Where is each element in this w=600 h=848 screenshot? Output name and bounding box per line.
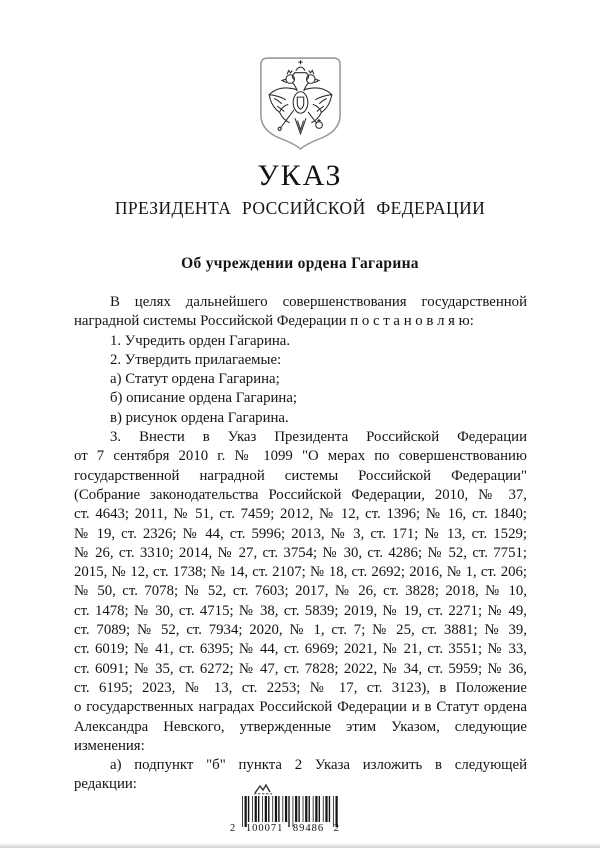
document-line: в) рисунок ордена Гагарина. [110,409,289,426]
barcode-digit-check: 2 [333,823,340,834]
document-line: ст. 4643; 2011, № 51, ст. 7459; 2012, № 12, ст. 1396; № 16, ст. 1840; [74,506,527,523]
document-line: б) описание ордена Гагарина; [110,390,297,407]
document-line: Александра Невского, утвержденные этим Указом, следующие [74,718,527,735]
document-line: ст. 6091; № 35, ст. 6272; № 47, ст. 7828; 2022, № 34, ст. 5959; № 36, [74,660,527,677]
print-control-mark-icon [252,783,274,795]
document-line: № 26, ст. 3310; 2014, № 27, ст. 3754; № 30, ст. 4286; № 52, ст. 7751; [74,544,527,561]
document-line: редакции: [74,776,137,793]
document-line: изменения: [74,737,145,754]
document-line: № 50, ст. 7078; № 52, ст. 7603; 2017, № 26, ст. 3828; 2018, № 10, [74,583,527,600]
document-line: наградной системы Российской Федерации п о с т а н о в л я ю: [74,313,474,330]
document-line: о государственных наградах Российской Федерации и в Статут ордена [74,699,527,716]
decree-title: УКАЗ [257,159,343,192]
coat-of-arms-icon [258,54,343,152]
document-line: № 19, ст. 2326; № 44, ст. 5996; 2013, № 3, ст. 171; № 13, ст. 1529; [74,525,527,542]
document-line: ст. 1478; № 30, ст. 4715; № 38, ст. 5839; 2019, № 19, ст. 2271; № 49, [74,602,527,619]
document-line: 1. Учредить орден Гагарина. [110,332,291,349]
decree-subtitle: ПРЕЗИДЕНТА РОССИЙСКОЙ ФЕДЕРАЦИИ [114,198,486,218]
barcode [230,783,344,839]
document-line: а) Статут ордена Гагарина; [110,371,280,388]
document-heading: Об учреждении ордена Гагарина [181,255,419,272]
document-line: государственной наградной системы Российской Федерации" [74,467,527,484]
document-line: (Собрание законодательства Российской Федерации, 2010, № 37, [74,486,527,503]
document-line: от 7 сентября 2010 г. № 1099 "О мерах по совершенствованию [74,448,527,465]
document-body [74,293,527,795]
document-line: а) подпункт "б" пункта 2 Указа изложить в следующей [110,757,527,774]
document-line: 2015, № 12, ст. 1738; № 14, ст. 2107; № 18, ст. 2692; 2016, № 1, ст. 206; [74,564,527,581]
document-line: ст. 6019; № 41, ст. 6395; № 44, ст. 6969; 2021, № 21, ст. 3551; № 33, [74,641,527,658]
document-line: ст. 6195; 2023, № 13, ст. 2253; № 17, ст. 3123), в Положение [74,679,527,696]
barcode-digit-group1: 100071 [245,823,284,834]
barcode-digits [230,823,340,834]
document-line: ст. 7089; № 52, ст. 7934; 2020, № 1, ст. 7; № 25, ст. 3881; № 39, [74,622,527,639]
barcode-digit-group2: 89486 [292,823,325,834]
barcode-digit-lead: 2 [230,823,237,834]
document-line: 3. Внести в Указ Президента Российской Федерации [110,429,527,446]
document-line: 2. Утвердить прилагаемые: [110,351,282,368]
document-line: В целях дальнейшего совершенствования государственной [110,294,527,310]
